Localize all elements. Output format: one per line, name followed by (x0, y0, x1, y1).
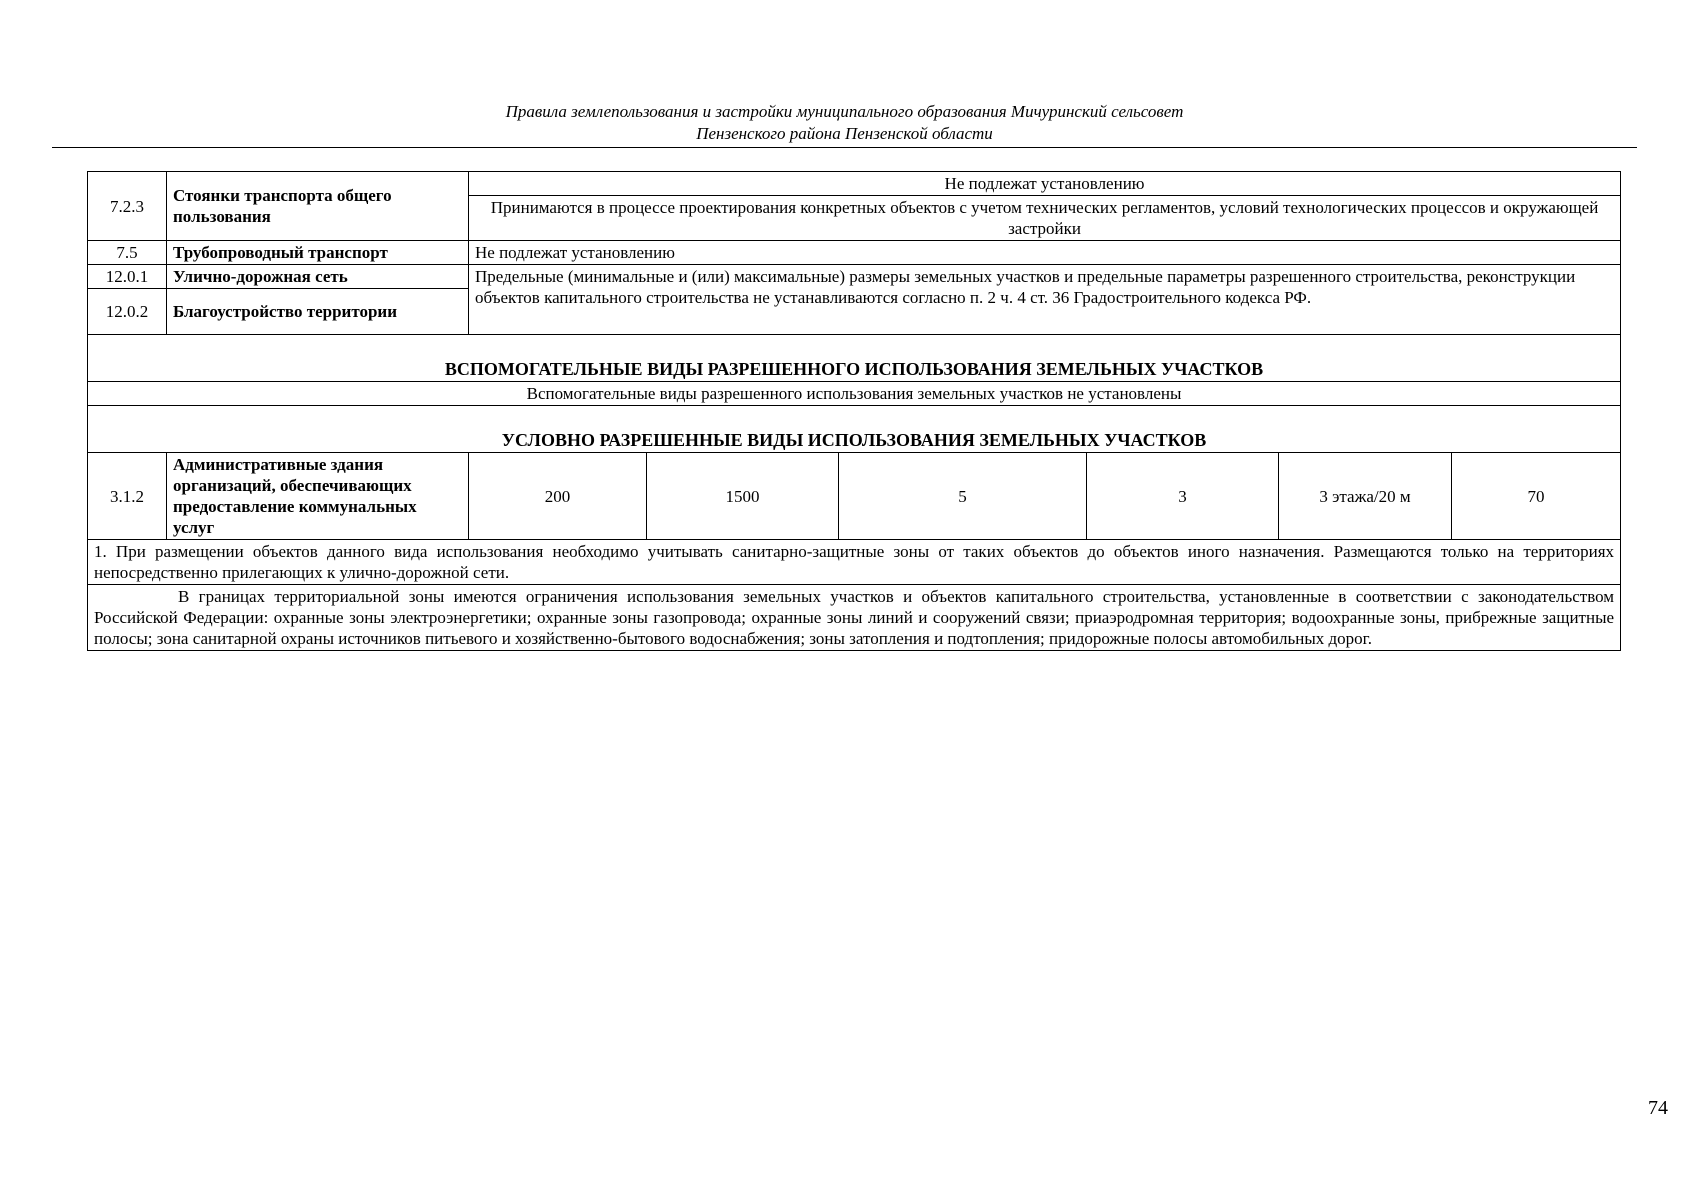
section-title-auxiliary: ВСПОМОГАТЕЛЬНЫЕ ВИДЫ РАЗРЕШЕННОГО ИСПОЛЬЗОВАНИЯ ЗЕМЕЛЬНЫХ УЧАСТКОВ (88, 335, 1621, 382)
row-name: Трубопроводный транспорт (167, 241, 469, 265)
table-row (88, 585, 1621, 651)
row-code: 3.1.2 (88, 453, 167, 540)
row-code: 12.0.2 (88, 289, 167, 335)
table-row (88, 335, 1621, 382)
row-name: Административные здания организаций, обеспечивающих предоставление коммунальных услуг (167, 453, 469, 540)
table-row (88, 172, 1621, 196)
row-code: 7.2.3 (88, 172, 167, 241)
auxiliary-text: Вспомогательные виды разрешенного использования земельных участков не установлены (88, 382, 1621, 406)
header-line-2: Пензенского района Пензенской области (696, 124, 993, 143)
row-name: Улично-дорожная сеть (167, 265, 469, 289)
param-value: 70 (1452, 453, 1621, 540)
page-number: 74 (1648, 1097, 1668, 1119)
param-value: 5 (839, 453, 1087, 540)
row-value: Принимаются в процессе проектирования конкретных объектов с учетом технических регламентов, условий технологических процессов и окружающей застройки (469, 196, 1621, 241)
table-row (88, 241, 1621, 265)
row-value: Предельные (минимальные и (или) максимальные) размеры земельных участков и предельные параметры разрешенного строительства, реконструкции объектов капитального строительства не устанавливаются согласно п. 2 ч. 4 ст. 36 Градостроительного кодекса РФ. (469, 265, 1621, 335)
table-row (88, 265, 1621, 289)
header-divider (52, 147, 1637, 148)
page-header (52, 101, 1637, 145)
note-1: 1. При размещении объектов данного вида использования необходимо учитывать санитарно-защитные зоны от таких объектов до объектов иного назначения. Размещаются только на территориях непосредственно прилегающих к улично-дорожной сети. (88, 540, 1621, 585)
header-line-1: Правила землепользования и застройки муниципального образования Мичуринский сельсовет (505, 102, 1184, 121)
param-value: 3 (1087, 453, 1279, 540)
table-row (88, 540, 1621, 585)
param-value: 1500 (647, 453, 839, 540)
row-value: Не подлежат установлению (469, 241, 1621, 265)
note-2: В границах территориальной зоны имеются ограничения использования земельных участков и объектов капитального строительства, установленные в соответствии с законодательством Российской Федерации: охранные зоны электроэнергетики; охранные зоны газопровода; охранные зоны линий и сооружений связи; приаэродромная территория; водоохранные зоны, прибрежные защитные полосы; зона санитарной охраны источников питьевого и хозяйственно-бытового водоснабжения; зоны затопления и подтопления; придорожные полосы автомобильных дорог. (88, 585, 1621, 651)
row-code: 7.5 (88, 241, 167, 265)
row-name: Благоустройство территории (167, 289, 469, 335)
section-title-conditional: УСЛОВНО РАЗРЕШЕННЫЕ ВИДЫ ИСПОЛЬЗОВАНИЯ ЗЕМЕЛЬНЫХ УЧАСТКОВ (88, 406, 1621, 453)
table-row (88, 406, 1621, 453)
row-value: Не подлежат установлению (469, 172, 1621, 196)
row-name: Стоянки транспорта общего пользования (167, 172, 469, 241)
param-value: 3 этажа/20 м (1279, 453, 1452, 540)
table-row (88, 453, 1621, 540)
land-use-table (87, 171, 1621, 651)
table-row (88, 382, 1621, 406)
row-code: 12.0.1 (88, 265, 167, 289)
param-value: 200 (469, 453, 647, 540)
